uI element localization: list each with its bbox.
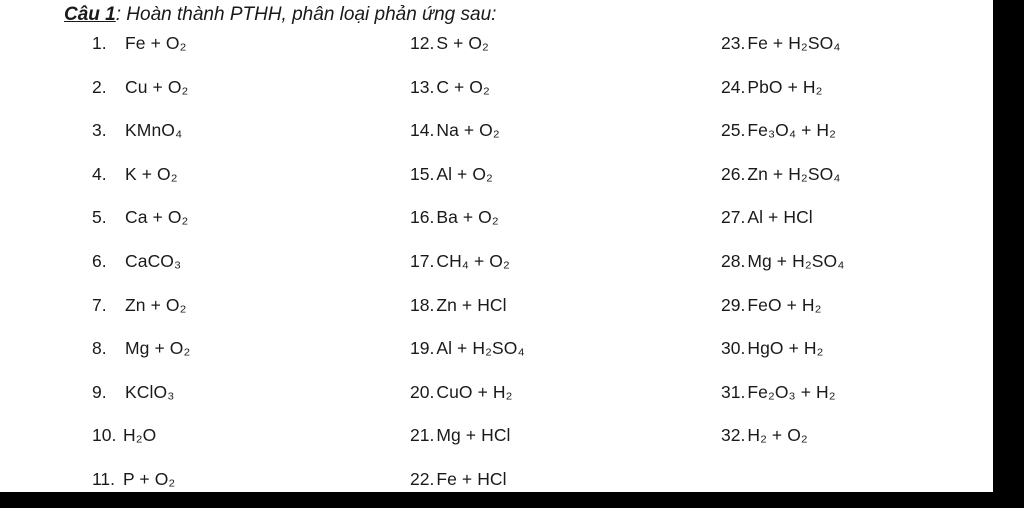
item-number: 1. bbox=[92, 33, 107, 53]
equation-item bbox=[92, 420, 190, 464]
equation-item bbox=[410, 333, 525, 377]
item-number: 24. bbox=[721, 76, 746, 97]
equation-item bbox=[410, 28, 525, 72]
reaction-formula: Al + O₂ bbox=[436, 163, 493, 184]
reaction-formula: FeO + H₂ bbox=[747, 294, 822, 315]
equation-item bbox=[92, 290, 190, 334]
item-number: 28. bbox=[721, 250, 746, 271]
reaction-formula: Mg + HCl bbox=[436, 425, 511, 446]
equation-item bbox=[721, 159, 844, 203]
reaction-formula: HgO + H₂ bbox=[747, 338, 824, 359]
reaction-formula: Zn + O₂ bbox=[125, 294, 187, 315]
item-number: 4. bbox=[92, 163, 107, 184]
reaction-formula: S + O₂ bbox=[436, 33, 489, 53]
item-number: 2. bbox=[92, 76, 107, 97]
reaction-formula: Mg + O₂ bbox=[125, 338, 191, 359]
reaction-formula: CaCO₃ bbox=[125, 250, 182, 271]
equation-item bbox=[410, 290, 525, 334]
equation-item bbox=[410, 464, 525, 508]
equation-item bbox=[721, 377, 844, 421]
item-number: 32. bbox=[721, 425, 746, 446]
equation-item bbox=[410, 72, 525, 116]
reaction-formula: Ca + O₂ bbox=[125, 207, 189, 228]
reaction-formula: Mg + H₂SO₄ bbox=[747, 250, 845, 271]
reaction-formula: Na + O₂ bbox=[436, 120, 500, 141]
equation-item bbox=[92, 377, 190, 421]
item-number: 12. bbox=[410, 33, 435, 53]
equation-item bbox=[721, 290, 844, 334]
equation-item bbox=[721, 72, 844, 116]
reaction-formula: H₂O bbox=[123, 425, 157, 446]
item-number: 10. bbox=[92, 425, 117, 446]
reaction-formula: Al + HCl bbox=[747, 207, 813, 228]
item-number: 30. bbox=[721, 338, 746, 359]
equation-item bbox=[410, 246, 525, 290]
item-number: 6. bbox=[92, 250, 107, 271]
question-heading bbox=[64, 4, 496, 26]
equation-item bbox=[410, 159, 525, 203]
reaction-formula: Fe + H₂SO₄ bbox=[747, 33, 841, 53]
reaction-formula: Fe₃O₄ + H₂ bbox=[747, 120, 837, 141]
item-number: 3. bbox=[92, 120, 107, 141]
item-number: 11. bbox=[92, 468, 116, 489]
equation-item bbox=[92, 72, 190, 116]
question-label: Câu 1 bbox=[64, 4, 116, 25]
item-number: 5. bbox=[92, 207, 107, 228]
item-number: 25. bbox=[721, 120, 746, 141]
equation-item bbox=[410, 377, 525, 421]
equation-item bbox=[410, 202, 525, 246]
equation-item bbox=[92, 115, 190, 159]
reaction-formula: KMnO₄ bbox=[125, 120, 183, 141]
item-number: 23. bbox=[721, 33, 746, 53]
item-number: 26. bbox=[721, 163, 746, 184]
equation-item bbox=[92, 464, 190, 508]
question-instruction: : Hoàn thành PTHH, phân loại phản ứng sau: bbox=[115, 4, 497, 25]
equation-item bbox=[410, 115, 525, 159]
item-number: 20. bbox=[410, 381, 435, 402]
reaction-formula: Zn + H₂SO₄ bbox=[747, 163, 841, 184]
item-number: 13. bbox=[410, 76, 435, 97]
equation-item bbox=[410, 420, 525, 464]
item-number: 19. bbox=[410, 338, 435, 359]
equation-column-3 bbox=[721, 28, 844, 464]
reaction-formula: H₂ + O₂ bbox=[747, 425, 808, 446]
reaction-formula: Fe + HCl bbox=[436, 468, 507, 489]
reaction-formula: Al + H₂SO₄ bbox=[436, 338, 525, 359]
item-number: 29. bbox=[721, 294, 746, 315]
item-number: 31. bbox=[721, 381, 746, 402]
reaction-formula: Fe + O₂ bbox=[125, 33, 187, 53]
reaction-formula: Cu + O₂ bbox=[125, 76, 189, 97]
reaction-formula: Fe₂O₃ + H₂ bbox=[747, 381, 836, 402]
equation-item bbox=[721, 333, 844, 377]
equation-item bbox=[721, 202, 844, 246]
item-number: 16. bbox=[410, 207, 435, 228]
item-number: 22. bbox=[410, 468, 435, 489]
equation-item bbox=[721, 420, 844, 464]
equation-item bbox=[92, 202, 190, 246]
reaction-formula: Zn + HCl bbox=[436, 294, 507, 315]
reaction-formula: Ba + O₂ bbox=[436, 207, 499, 228]
item-number: 17. bbox=[410, 250, 435, 271]
item-number: 7. bbox=[92, 294, 107, 315]
item-number: 21. bbox=[410, 425, 435, 446]
reaction-formula: P + O₂ bbox=[123, 468, 176, 489]
equation-item bbox=[721, 115, 844, 159]
reaction-formula: K + O₂ bbox=[125, 163, 178, 184]
equation-column-2 bbox=[410, 28, 525, 508]
item-number: 9. bbox=[92, 381, 107, 402]
equation-item bbox=[721, 28, 844, 72]
item-number: 8. bbox=[92, 338, 107, 359]
reaction-formula: CH₄ + O₂ bbox=[436, 250, 510, 271]
item-number: 15. bbox=[410, 163, 435, 184]
item-number: 14. bbox=[410, 120, 435, 141]
equation-item bbox=[92, 159, 190, 203]
equation-item bbox=[92, 28, 190, 72]
reaction-formula: C + O₂ bbox=[436, 76, 490, 97]
reaction-formula: PbO + H₂ bbox=[747, 76, 823, 97]
reaction-formula: CuO + H₂ bbox=[436, 381, 513, 402]
reaction-formula: KClO₃ bbox=[125, 381, 175, 402]
equation-item bbox=[721, 246, 844, 290]
equation-item bbox=[92, 246, 190, 290]
equation-column-1 bbox=[92, 28, 190, 508]
item-number: 18. bbox=[410, 294, 435, 315]
item-number: 27. bbox=[721, 207, 746, 228]
equation-item bbox=[92, 333, 190, 377]
